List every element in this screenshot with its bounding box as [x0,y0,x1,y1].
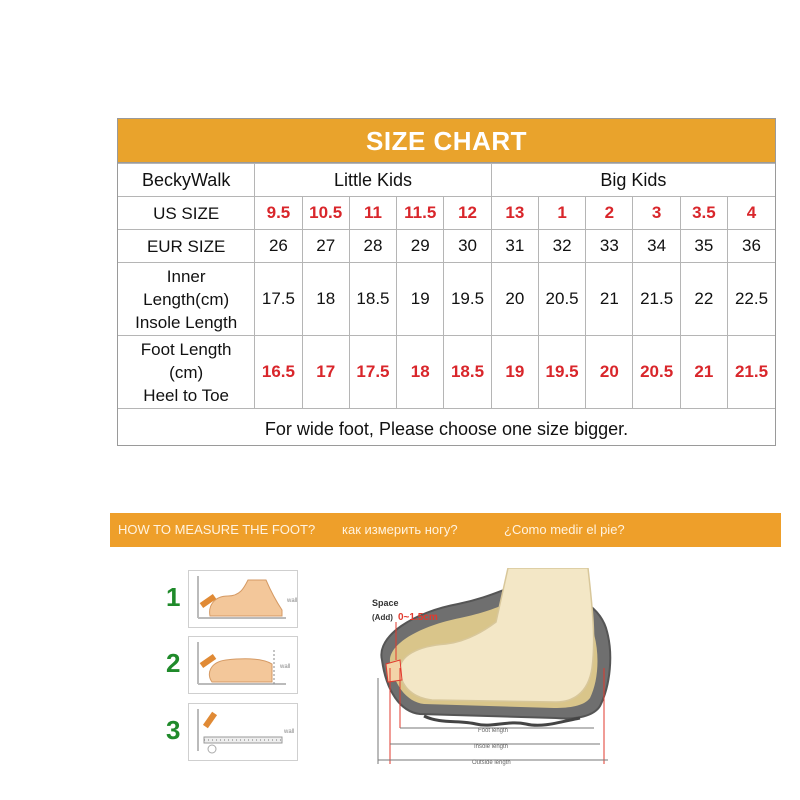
row-label-us-size: US SIZE [118,197,255,230]
table-cell: 33 [586,230,633,263]
table-cell: 18.5 [349,263,396,336]
row-label-foot-length [118,336,255,409]
table-cell: 1 [538,197,585,230]
measure-step-3 [166,703,298,763]
table-cell: 16.5 [255,336,302,409]
add-range: 0~1.5cm [398,612,438,623]
table-cell: 34 [633,230,680,263]
table-cell: 17 [302,336,349,409]
label-line: Insole Length [135,312,238,332]
banner-text-en: HOW TO MEASURE THE FOOT? [118,522,316,537]
step-2-illustration [188,636,298,694]
row-label-eur-size: EUR SIZE [118,230,255,263]
table-cell: 21.5 [728,336,775,409]
table-cell: 18 [397,336,444,409]
table-cell: 36 [728,230,775,263]
outside-length-label: Outside length [472,760,511,766]
table-cell: 19 [397,263,444,336]
svg-text:wall: wall [284,729,295,735]
svg-text:wall: wall [280,664,291,670]
table-row [118,164,775,197]
insole-length-label: Insole length [474,744,509,750]
table-cell: 27 [302,230,349,263]
table-cell: 20 [491,263,538,336]
measure-banner [110,513,781,547]
table-cell: 19.5 [538,336,585,409]
step-1-illustration [188,570,298,628]
label-line: (cm) [169,362,204,382]
table-cell: 19 [491,336,538,409]
table-cell: 22.5 [728,263,775,336]
foot-length-label: Foot length [478,728,509,734]
table-row-eur-size [118,230,775,263]
label-line: Heel to Toe [143,385,229,405]
group-little-kids: Little Kids [255,164,491,197]
measure-step-1 [166,570,298,630]
group-big-kids: Big Kids [491,164,775,197]
table-cell: 20.5 [538,263,585,336]
table-cell: 28 [349,230,396,263]
step-3-illustration [188,703,298,761]
step-number: 2 [166,648,181,678]
table-cell: 21.5 [633,263,680,336]
table-row-note [118,409,775,450]
table-cell: 20.5 [633,336,680,409]
svg-text:wall: wall [287,598,298,604]
table-cell: 9.5 [255,197,302,230]
table-cell: 29 [397,230,444,263]
add-label: (Add) [372,613,393,622]
table-cell: 20 [586,336,633,409]
label-line: Foot Length [140,339,232,359]
table-cell: 31 [491,230,538,263]
table-cell: 11.5 [397,197,444,230]
table-cell: 3.5 [680,197,727,230]
table-cell: 12 [444,197,491,230]
table-cell: 13 [491,197,538,230]
size-chart [117,118,776,446]
table-cell: 18 [302,263,349,336]
wide-foot-note: For wide foot, Please choose one size bigger. [118,409,775,450]
banner-text-ru: как измерить ногу? [342,522,458,537]
chart-title: SIZE CHART [118,119,775,163]
table-row-us-size [118,197,775,230]
table-cell: 19.5 [444,263,491,336]
table-cell: 26 [255,230,302,263]
label-line: Inner [166,266,206,286]
step-number: 1 [166,582,181,612]
step-number: 3 [166,715,181,745]
label-line: Length(cm) [143,289,230,309]
table-row-inner-length [118,263,775,336]
table-cell: 11 [349,197,396,230]
row-label-inner-length [118,263,255,336]
brand-name: BeckyWalk [118,164,255,197]
table-cell: 35 [680,230,727,263]
table-cell: 32 [538,230,585,263]
table-cell: 2 [586,197,633,230]
table-cell: 21 [586,263,633,336]
banner-text-es: ¿Como medir el pie? [504,522,625,537]
table-cell: 17.5 [349,336,396,409]
table-cell: 3 [633,197,680,230]
foot-measure-diagram [360,568,625,800]
table-cell: 4 [728,197,775,230]
table-row-foot-length [118,336,775,409]
table-cell: 30 [444,230,491,263]
measure-step-2 [166,636,298,696]
table-cell: 21 [680,336,727,409]
table-cell: 22 [680,263,727,336]
size-table [118,163,775,449]
table-cell: 18.5 [444,336,491,409]
space-label: Space [372,598,399,608]
table-cell: 10.5 [302,197,349,230]
table-cell: 17.5 [255,263,302,336]
